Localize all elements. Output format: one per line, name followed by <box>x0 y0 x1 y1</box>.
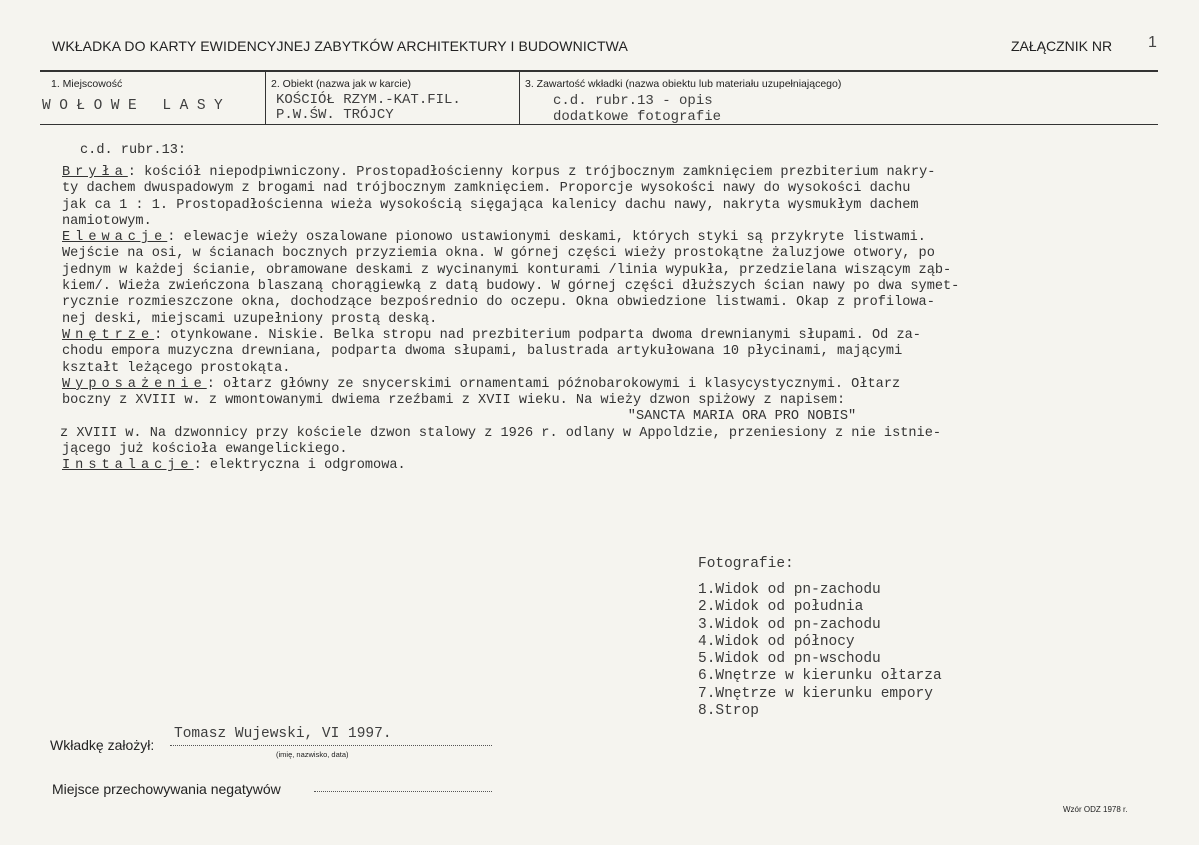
photo-item: 6.Wnętrze w kierunku ołtarza <box>698 668 942 685</box>
contents-label: 3. Zawartość wkładki (nazwa obiektu lub materiału uzupełniającego) <box>525 78 842 90</box>
founder-dotted-line <box>170 745 492 746</box>
body-line: jednym w każdej ścianie, obramowane deskami z wycinanymi konturami /linia wypukła, przedzielana wiszącym ząb- <box>62 262 952 278</box>
description-body <box>62 143 1172 475</box>
column-divider-2 <box>519 71 520 124</box>
body-line: nej deski, miejscami uzupełniony prostą deską. <box>62 311 438 327</box>
attachment-label: ZAŁĄCZNIK NR <box>1011 38 1113 54</box>
locality-label: 1. Miejscowość <box>51 78 123 90</box>
body-intro: c.d. rubr.13: <box>80 143 187 158</box>
founder-caption: (imię, nazwisko, data) <box>276 750 349 759</box>
section-text: : kościół niepodpiwniczony. Prostopadłościenny korpus z trójbocznym zamknięciem prezbiterium nakry- <box>127 165 936 180</box>
locality-value: WOŁOWE LASY <box>42 98 232 114</box>
photo-item: 4.Widok od północy <box>698 633 855 650</box>
photos-list <box>698 556 942 720</box>
photo-item: 1.Widok od pn-zachodu <box>698 582 881 598</box>
negatives-dotted-line <box>314 791 492 792</box>
body-line: namiotowym. <box>62 213 152 229</box>
photo-item: 7.Wnętrze w kierunku empory <box>698 685 933 702</box>
bell-inscription: "SANCTA MARIA ORA PRO NOBIS" <box>627 409 857 425</box>
column-divider-1 <box>265 71 266 124</box>
body-line: boczny z XVIII w. z wmontowanymi dwiema rzeźbami z XVII wieku. Na wieży dzwon spiżowy z napisem: <box>62 393 846 409</box>
contents-value-line-1: c.d. rubr.13 - opis <box>553 93 713 109</box>
attachment-number: 1 <box>1148 34 1157 51</box>
founder-value: Tomasz Wujewski, VI 1997. <box>174 726 392 742</box>
section-heading-wnetrze: Wnętrze <box>62 327 155 343</box>
section-text: : otynkowane. Niskie. Belka stropu nad prezbiterium podparta dwoma drewnianymi słupami. Od za- <box>154 327 921 343</box>
contents-value-line-2: dodatkowe fotografie <box>553 109 722 125</box>
body-line: Wejście na osi, w ścianach bocznych przyziemia okna. W górnej części wieży prostokątne żaluzjowe otwory, po <box>62 246 935 262</box>
body-line: jącego już kościoła ewangelickiego. <box>62 442 348 458</box>
section-heading-instalacje: Instalacje <box>62 458 194 474</box>
body-line: kiem/. Wieża zwieńczona blaszaną chorągiewką z datą budowy. W górnej części dłuższych ścian nawy po dwa symet- <box>62 279 960 295</box>
photo-item: 8.Strop <box>698 703 759 720</box>
section-heading-wyposazenie: Wyposażenie <box>62 376 207 392</box>
body-line: ty dachem dwuspadowym z brogami nad trójbocznym zamknięciem. Proporcje wysokości nawy do wysokości dachu <box>62 181 911 197</box>
photos-title: Fotografie: <box>698 556 794 572</box>
form-title: WKŁADKA DO KARTY EWIDENCYJNEJ ZABYTKÓW ARCHITEKTURY I BUDOWNICTWA <box>52 38 628 54</box>
negatives-label: Miejsce przechowywania negatywów <box>52 781 281 797</box>
photo-item: 5.Widok od pn-wschodu <box>698 651 881 668</box>
section-heading-bryla: Bryła <box>62 165 128 180</box>
section-heading-elewacje: Elewacje <box>62 230 168 246</box>
form-model-note: Wzór ODZ 1978 r. <box>1063 805 1128 814</box>
body-line <box>62 230 1172 246</box>
body-line <box>62 458 1172 474</box>
section-text: : elewacje wieży oszalowane pionowo ustawionymi deskami, których styki są przykryte listwami. <box>167 230 926 246</box>
body-line: chodu empora muzyczna drewniana, podparta dwoma słupami, balustrada artykułowana 10 płycinami, mającymi <box>62 344 903 360</box>
body-line: z XVIII w. Na dzwonnicy przy kościele dzwon stalowy z 1926 r. odlany w Appoldzie, przeniesiony z nie istnie- <box>60 425 942 441</box>
section-text: : ołtarz główny ze snycerskimi ornamentami późnobarokowymi i klasycystycznymi. Ołtarz <box>206 376 901 392</box>
object-value-line-1: KOŚCIÓŁ RZYM.-KAT.FIL. <box>276 92 461 108</box>
body-line <box>62 377 1172 393</box>
object-label: 2. Obiekt (nazwa jak w karcie) <box>271 78 412 90</box>
table-top-rule <box>40 70 1158 72</box>
body-line: rycznie rozmieszczone okna, dochodzące bezpośrednio do oczepu. Okna obwiedzione listwami. Okap z profilowa- <box>62 295 935 311</box>
founder-label: Wkładkę założył: <box>50 737 155 753</box>
photo-item: 2.Widok od południa <box>698 599 864 616</box>
body-line: jak ca 1 : 1. Prostopadłościenna wieża wysokością sięgająca kalenicy dachu nawy, nakryta wysmukłym dachem <box>62 197 919 213</box>
body-line <box>62 165 1172 181</box>
object-value-line-2: P.W.ŚW. TRÓJCY <box>276 107 394 123</box>
photo-item: 3.Widok od pn-zachodu <box>698 616 881 633</box>
body-line <box>62 328 1172 344</box>
body-line: kształt leżącego prostokąta. <box>62 360 291 376</box>
section-text: : elektryczna i odgromowa. <box>193 458 406 474</box>
